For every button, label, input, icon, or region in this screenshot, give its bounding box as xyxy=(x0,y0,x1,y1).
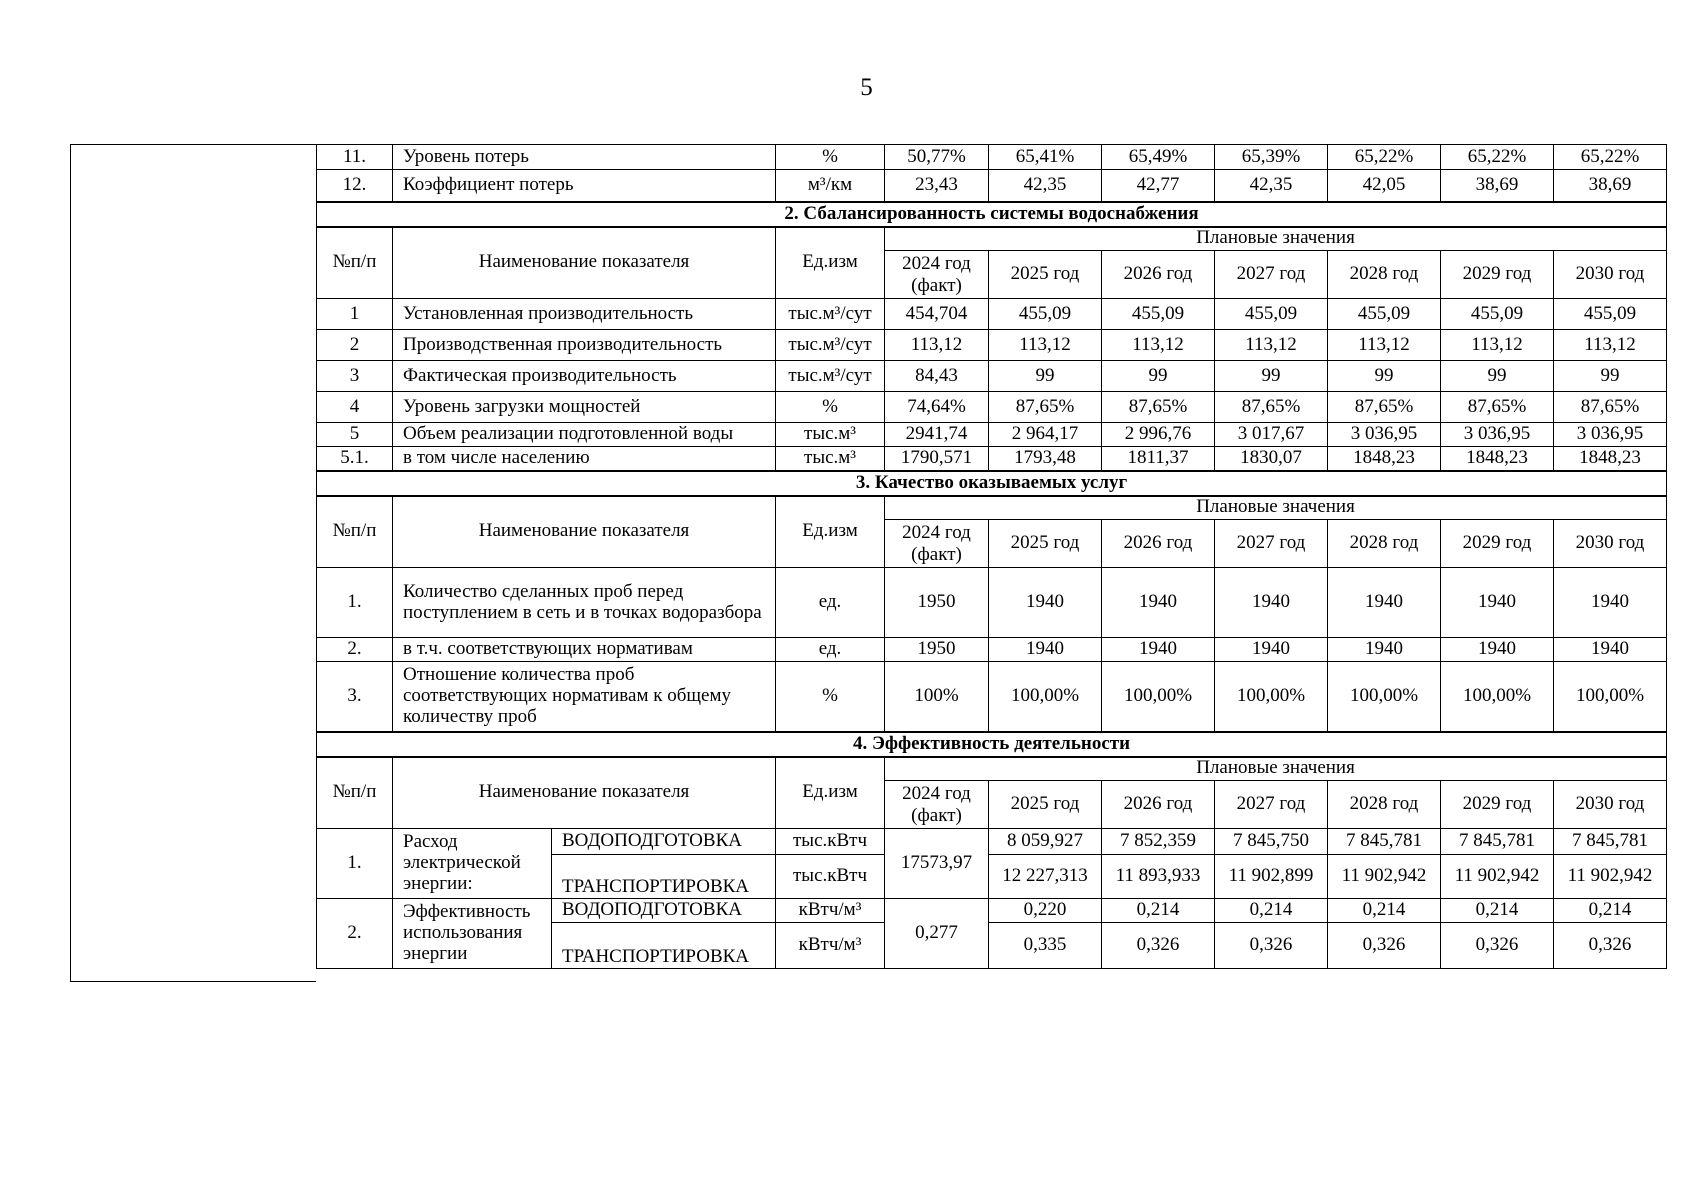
value-cell: 7 852,359 xyxy=(1102,829,1215,855)
value-cell: 99 xyxy=(1328,361,1441,392)
header-unit: Ед.изм xyxy=(776,227,885,299)
header-year: 2029 год xyxy=(1441,781,1554,829)
value-cell: 42,35 xyxy=(989,170,1102,202)
table-row xyxy=(317,447,1667,471)
value-cell: 0,326 xyxy=(1215,923,1328,969)
row-number: 2. xyxy=(317,638,393,662)
indicator-name: Отношение количества проб соответствующих нормативам к общему количеству проб xyxy=(393,662,776,732)
value-cell: 7 845,781 xyxy=(1328,829,1441,855)
value-cell: 1793,48 xyxy=(989,447,1102,471)
value-cell: 42,35 xyxy=(1215,170,1328,202)
value-cell: 65,39% xyxy=(1215,145,1328,170)
value-cell: 1940 xyxy=(1441,638,1554,662)
value-cell: 2 996,76 xyxy=(1102,423,1215,447)
header-planned: Плановые значения xyxy=(885,757,1667,781)
header-no: №п/п xyxy=(317,227,393,299)
row-number: 2 xyxy=(317,330,393,361)
value-cell: 454,704 xyxy=(885,299,989,330)
header-year: 2030 год xyxy=(1554,520,1667,568)
header-year: 2025 год xyxy=(989,251,1102,299)
header-planned: Плановые значения xyxy=(885,227,1667,251)
value-cell: 455,09 xyxy=(1328,299,1441,330)
value-cell: 99 xyxy=(1554,361,1667,392)
value-cell: 99 xyxy=(1102,361,1215,392)
unit-cell: кВтч/м³ xyxy=(776,899,885,923)
header-year: 2025 год xyxy=(989,781,1102,829)
table-row xyxy=(317,899,1667,923)
table-row xyxy=(317,423,1667,447)
table-row xyxy=(317,361,1667,392)
value-cell: 1940 xyxy=(1102,638,1215,662)
section-row xyxy=(317,202,1667,227)
value-cell: 1940 xyxy=(1215,568,1328,638)
header-row xyxy=(317,757,1667,781)
row-number: 12. xyxy=(317,170,393,202)
indicator-name: Фактическая производительность xyxy=(393,361,776,392)
value-cell: 99 xyxy=(1215,361,1328,392)
value-cell: 0,326 xyxy=(1328,923,1441,969)
table-row xyxy=(317,330,1667,361)
value-cell: 38,69 xyxy=(1441,170,1554,202)
unit-cell: ед. xyxy=(776,638,885,662)
header-year: 2028 год xyxy=(1328,781,1441,829)
section-row xyxy=(317,471,1667,496)
value-cell: 74,64% xyxy=(885,392,989,423)
unit-cell: тыс.кВтч xyxy=(776,829,885,855)
indicator-name: Уровень потерь xyxy=(393,145,776,170)
value-cell: 1830,07 xyxy=(1215,447,1328,471)
header-name: Наименование показателя xyxy=(393,227,776,299)
unit-cell: тыс.м³/сут xyxy=(776,299,885,330)
unit-cell: % xyxy=(776,145,885,170)
value-cell: 3 036,95 xyxy=(1328,423,1441,447)
value-cell: 100,00% xyxy=(1215,662,1328,732)
row-number: 2. xyxy=(317,899,393,969)
value-cell: 100,00% xyxy=(1441,662,1554,732)
indicator-name: Коэффициент потерь xyxy=(393,170,776,202)
value-cell: 11 902,899 xyxy=(1215,855,1328,899)
sub-indicator: ВОДОПОДГОТОВКА xyxy=(552,899,776,923)
header-unit: Ед.изм xyxy=(776,757,885,829)
table-row xyxy=(317,662,1667,732)
value-cell: 2 964,17 xyxy=(989,423,1102,447)
unit-cell: м³/км xyxy=(776,170,885,202)
value-cell: 87,65% xyxy=(1215,392,1328,423)
value-cell: 3 036,95 xyxy=(1554,423,1667,447)
fact-value-cell: 17573,97 xyxy=(885,829,989,899)
header-fact-year: 2024 год (факт) xyxy=(885,520,989,568)
sub-indicator: ТРАНСПОРТИРОВКА xyxy=(552,923,776,969)
value-cell: 87,65% xyxy=(1554,392,1667,423)
indicator-name: в т.ч. соответствующих нормативам xyxy=(393,638,776,662)
row-number: 1 xyxy=(317,299,393,330)
header-fact-year: 2024 год (факт) xyxy=(885,781,989,829)
header-year: 2027 год xyxy=(1215,781,1328,829)
header-year: 2025 год xyxy=(989,520,1102,568)
row-number: 4 xyxy=(317,392,393,423)
value-cell: 3 036,95 xyxy=(1441,423,1554,447)
value-cell: 99 xyxy=(989,361,1102,392)
value-cell: 1848,23 xyxy=(1441,447,1554,471)
header-year: 2030 год xyxy=(1554,781,1667,829)
row-number: 5.1. xyxy=(317,447,393,471)
value-cell: 42,77 xyxy=(1102,170,1215,202)
unit-cell: тыс.м³/сут xyxy=(776,330,885,361)
value-cell: 38,69 xyxy=(1554,170,1667,202)
value-cell: 113,12 xyxy=(989,330,1102,361)
unit-cell: тыс.м³ xyxy=(776,447,885,471)
header-year: 2026 год xyxy=(1102,251,1215,299)
value-cell: 1940 xyxy=(1102,568,1215,638)
unit-cell: ед. xyxy=(776,568,885,638)
unit-cell: тыс.кВтч xyxy=(776,855,885,899)
value-cell: 455,09 xyxy=(989,299,1102,330)
value-cell: 0,335 xyxy=(989,923,1102,969)
page-number: 5 xyxy=(860,74,873,101)
value-cell: 113,12 xyxy=(1441,330,1554,361)
value-cell: 0,326 xyxy=(1554,923,1667,969)
value-cell: 1848,23 xyxy=(1554,447,1667,471)
value-cell: 1950 xyxy=(885,568,989,638)
unit-cell: % xyxy=(776,662,885,732)
row-number: 3 xyxy=(317,361,393,392)
unit-cell: кВтч/м³ xyxy=(776,923,885,969)
table-row xyxy=(317,299,1667,330)
value-cell: 113,12 xyxy=(885,330,989,361)
table-row xyxy=(317,568,1667,638)
header-year: 2027 год xyxy=(1215,520,1328,568)
value-cell: 100,00% xyxy=(1328,662,1441,732)
value-cell: 12 227,313 xyxy=(989,855,1102,899)
value-cell: 113,12 xyxy=(1215,330,1328,361)
value-cell: 1811,37 xyxy=(1102,447,1215,471)
indicator-name: Количество сделанных проб перед поступлением в сеть и в точках водоразбора xyxy=(393,568,776,638)
indicator-name: в том числе населению xyxy=(393,447,776,471)
value-cell: 1940 xyxy=(1554,568,1667,638)
value-cell: 11 902,942 xyxy=(1441,855,1554,899)
value-cell: 0,214 xyxy=(1215,899,1328,923)
row-number: 1. xyxy=(317,568,393,638)
value-cell: 113,12 xyxy=(1554,330,1667,361)
header-name: Наименование показателя xyxy=(393,757,776,829)
value-cell: 1940 xyxy=(1328,568,1441,638)
value-cell: 1940 xyxy=(989,638,1102,662)
value-cell: 7 845,750 xyxy=(1215,829,1328,855)
value-cell: 2941,74 xyxy=(885,423,989,447)
value-cell: 1940 xyxy=(1554,638,1667,662)
value-cell: 65,49% xyxy=(1102,145,1215,170)
left-margin-column xyxy=(70,144,316,982)
row-number: 11. xyxy=(317,145,393,170)
value-cell: 1940 xyxy=(1328,638,1441,662)
value-cell: 50,77% xyxy=(885,145,989,170)
indicator-name: Эффективность использования энергии xyxy=(393,899,552,969)
header-year: 2026 год xyxy=(1102,781,1215,829)
value-cell: 65,22% xyxy=(1328,145,1441,170)
header-year: 2028 год xyxy=(1328,520,1441,568)
value-cell: 0,326 xyxy=(1102,923,1215,969)
value-cell: 455,09 xyxy=(1554,299,1667,330)
header-year: 2028 год xyxy=(1328,251,1441,299)
value-cell: 0,326 xyxy=(1441,923,1554,969)
indicator-name: Производственная производительность xyxy=(393,330,776,361)
value-cell: 1940 xyxy=(989,568,1102,638)
indicators-table xyxy=(316,144,1667,969)
header-no: №п/п xyxy=(317,757,393,829)
value-cell: 455,09 xyxy=(1441,299,1554,330)
value-cell: 87,65% xyxy=(1328,392,1441,423)
value-cell: 100,00% xyxy=(989,662,1102,732)
indicator-name: Установленная производительность xyxy=(393,299,776,330)
value-cell: 42,05 xyxy=(1328,170,1441,202)
value-cell: 65,41% xyxy=(989,145,1102,170)
value-cell: 11 893,933 xyxy=(1102,855,1215,899)
unit-cell: тыс.м³/сут xyxy=(776,361,885,392)
value-cell: 84,43 xyxy=(885,361,989,392)
header-year: 2029 год xyxy=(1441,520,1554,568)
value-cell: 3 017,67 xyxy=(1215,423,1328,447)
unit-cell: тыс.м³ xyxy=(776,423,885,447)
header-year: 2026 год xyxy=(1102,520,1215,568)
value-cell: 11 902,942 xyxy=(1328,855,1441,899)
header-unit: Ед.изм xyxy=(776,496,885,568)
value-cell: 65,22% xyxy=(1554,145,1667,170)
section-title: 4. Эффективность деятельности xyxy=(317,732,1667,757)
value-cell: 1790,571 xyxy=(885,447,989,471)
value-cell: 7 845,781 xyxy=(1441,829,1554,855)
value-cell: 8 059,927 xyxy=(989,829,1102,855)
header-year: 2030 год xyxy=(1554,251,1667,299)
table-row xyxy=(317,392,1667,423)
indicator-name: Уровень загрузки мощностей xyxy=(393,392,776,423)
value-cell: 113,12 xyxy=(1102,330,1215,361)
fact-value-cell: 0,277 xyxy=(885,899,989,969)
value-cell: 1940 xyxy=(1215,638,1328,662)
sub-indicator: ВОДОПОДГОТОВКА xyxy=(552,829,776,855)
value-cell: 100,00% xyxy=(1554,662,1667,732)
value-cell: 23,43 xyxy=(885,170,989,202)
value-cell: 100,00% xyxy=(1102,662,1215,732)
value-cell: 87,65% xyxy=(1102,392,1215,423)
value-cell: 1950 xyxy=(885,638,989,662)
value-cell: 455,09 xyxy=(1102,299,1215,330)
value-cell: 1848,23 xyxy=(1328,447,1441,471)
table-row xyxy=(317,829,1667,855)
header-fact-year: 2024 год (факт) xyxy=(885,251,989,299)
row-number: 5 xyxy=(317,423,393,447)
table-row xyxy=(317,170,1667,202)
value-cell: 0,214 xyxy=(1554,899,1667,923)
value-cell: 0,220 xyxy=(989,899,1102,923)
section-row xyxy=(317,732,1667,757)
table-row xyxy=(317,638,1667,662)
value-cell: 0,214 xyxy=(1102,899,1215,923)
value-cell: 7 845,781 xyxy=(1554,829,1667,855)
value-cell: 11 902,942 xyxy=(1554,855,1667,899)
header-row xyxy=(317,496,1667,520)
table-row xyxy=(317,145,1667,170)
value-cell: 455,09 xyxy=(1215,299,1328,330)
header-no: №п/п xyxy=(317,496,393,568)
indicator-name: Расход электрической энергии: xyxy=(393,829,552,899)
section-title: 2. Сбалансированность системы водоснабжения xyxy=(317,202,1667,227)
row-number: 3. xyxy=(317,662,393,732)
value-cell: 1940 xyxy=(1441,568,1554,638)
header-row xyxy=(317,227,1667,251)
section-title: 3. Качество оказываемых услуг xyxy=(317,471,1667,496)
header-planned: Плановые значения xyxy=(885,496,1667,520)
value-cell: 100% xyxy=(885,662,989,732)
header-name: Наименование показателя xyxy=(393,496,776,568)
value-cell: 0,214 xyxy=(1328,899,1441,923)
value-cell: 87,65% xyxy=(1441,392,1554,423)
value-cell: 65,22% xyxy=(1441,145,1554,170)
indicator-name: Объем реализации подготовленной воды xyxy=(393,423,776,447)
row-number: 1. xyxy=(317,829,393,899)
value-cell: 113,12 xyxy=(1328,330,1441,361)
value-cell: 87,65% xyxy=(989,392,1102,423)
header-year: 2029 год xyxy=(1441,251,1554,299)
unit-cell: % xyxy=(776,392,885,423)
sub-indicator: ТРАНСПОРТИРОВКА xyxy=(552,855,776,899)
value-cell: 0,214 xyxy=(1441,899,1554,923)
header-year: 2027 год xyxy=(1215,251,1328,299)
value-cell: 99 xyxy=(1441,361,1554,392)
